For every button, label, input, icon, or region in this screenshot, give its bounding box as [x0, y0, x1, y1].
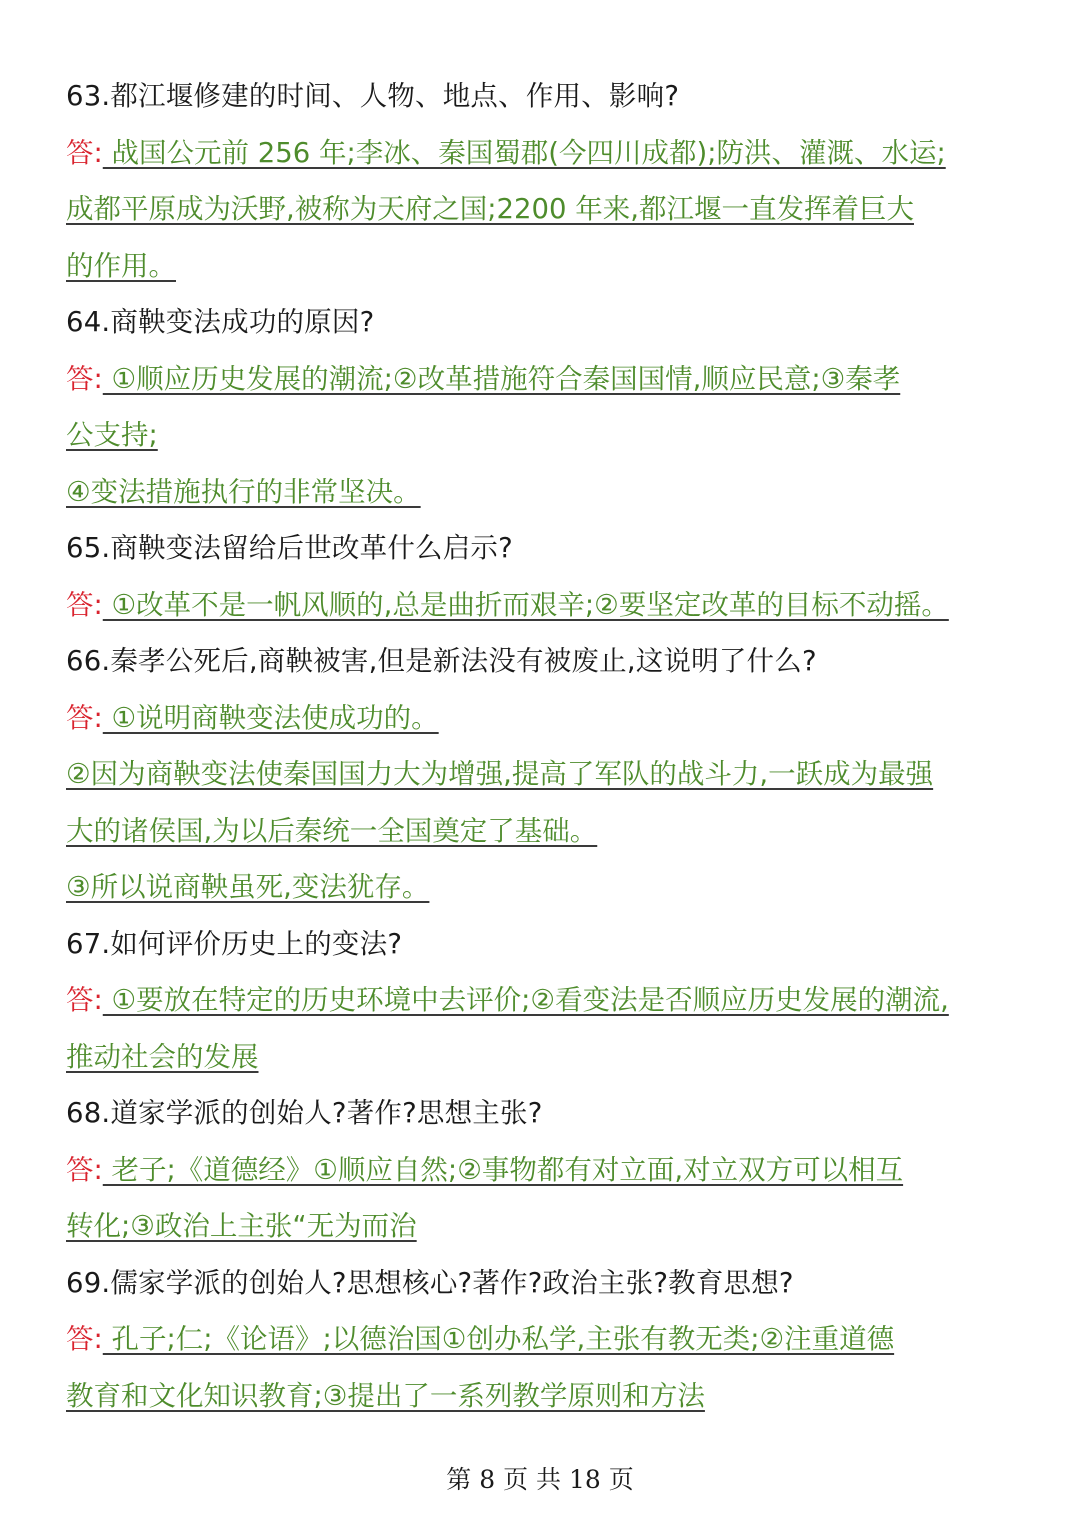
answer-text: 推动社会的发展 [66, 1040, 259, 1073]
qa-item-68 [66, 1085, 1018, 1255]
answer-label: 答: [66, 136, 103, 169]
answer-line [66, 464, 1018, 521]
answer-text: 教育和文化知识教育;③提出了一系列教学原则和方法 [66, 1379, 705, 1412]
answer-text: ③所以说商鞅虽死,变法犹存。 [66, 871, 430, 903]
answer-text: ①要放在特定的历史环境中去评价;②看变法是否顺应历史发展的潮流, [102, 984, 949, 1016]
answer-text: 公支持; [66, 419, 158, 451]
qa-item-65 [66, 520, 1018, 633]
qa-list [66, 68, 1018, 1424]
answer-label: 答: [66, 984, 103, 1016]
answer-line [66, 407, 1018, 464]
answer-text: 的作用。 [66, 249, 176, 282]
answer-text: ①说明商鞅变法使成功的。 [102, 701, 439, 734]
answer-text: 战国公元前 256 年;李冰、秦国蜀郡(今四川成都);防洪、灌溉、水运; [102, 136, 946, 169]
answer-text: ④变法措施执行的非常坚决。 [66, 475, 421, 508]
answer-line [66, 859, 1018, 916]
answer-label: 答: [66, 1153, 103, 1186]
answer-line [66, 351, 1018, 408]
answer-line [66, 1142, 1018, 1199]
page-number-footer: 第 8 页 共 18 页 [446, 1465, 634, 1494]
answer-line [66, 803, 1018, 860]
question-66: 66.秦孝公死后,商鞅被害,但是新法没有被废止,这说明了什么? [66, 645, 817, 677]
answer-text: 大的诸侯国,为以后秦统一全国奠定了基础。 [66, 814, 598, 847]
answer-line [66, 1311, 1018, 1368]
question-65: 65.商鞅变法留给后世改革什么启示? [66, 532, 513, 564]
answer-label: 答: [66, 701, 103, 734]
answer-text: 老子;《道德经》①顺应自然;②事物都有对立面,对立双方可以相互 [102, 1153, 904, 1186]
answer-line [66, 577, 1018, 634]
question-63: 63.都江堰修建的时间、人物、地点、作用、影响? [66, 80, 680, 112]
answer-line [66, 1198, 1018, 1255]
answer-line [66, 746, 1018, 803]
answer-label: 答: [66, 1323, 103, 1355]
answer-text: 成都平原成为沃野,被称为天府之国;2200 年来,都江堰一直发挥着巨大 [66, 193, 914, 225]
qa-item-63 [66, 68, 1018, 294]
answer-text: ①改革不是一帆风顺的,总是曲折而艰辛;②要坚定改革的目标不动摇。 [102, 588, 949, 621]
answer-text: 转化;③政治上主张“无为而治 [66, 1210, 417, 1242]
qa-item-69 [66, 1255, 1018, 1425]
answer-line [66, 181, 1018, 238]
qa-item-64 [66, 294, 1018, 520]
answer-line [66, 1029, 1018, 1086]
answer-text: ①顺应历史发展的潮流;②改革措施符合秦国国情,顺应民意;③秦孝 [102, 362, 901, 395]
question-67: 67.如何评价历史上的变法? [66, 927, 403, 960]
answer-label: 答: [66, 588, 103, 621]
answer-line [66, 690, 1018, 747]
answer-line [66, 972, 1018, 1029]
answer-label: 答: [66, 362, 103, 395]
answer-line [66, 1368, 1018, 1425]
answer-text: 孔子;仁;《论语》;以德治国①创办私学,主张有教无类;②注重道德 [102, 1323, 895, 1355]
question-69: 69.儒家学派的创始人?思想核心?著作?政治主张?教育思想? [66, 1266, 794, 1299]
qa-item-66 [66, 633, 1018, 916]
question-68: 68.道家学派的创始人?著作?思想主张? [66, 1097, 543, 1129]
qa-item-67 [66, 916, 1018, 1086]
answer-line [66, 125, 1018, 182]
answer-text: ②因为商鞅变法使秦国国力大为增强,提高了军队的战斗力,一跃成为最强 [66, 758, 934, 790]
question-64: 64.商鞅变法成功的原因? [66, 306, 375, 338]
answer-line [66, 238, 1018, 295]
